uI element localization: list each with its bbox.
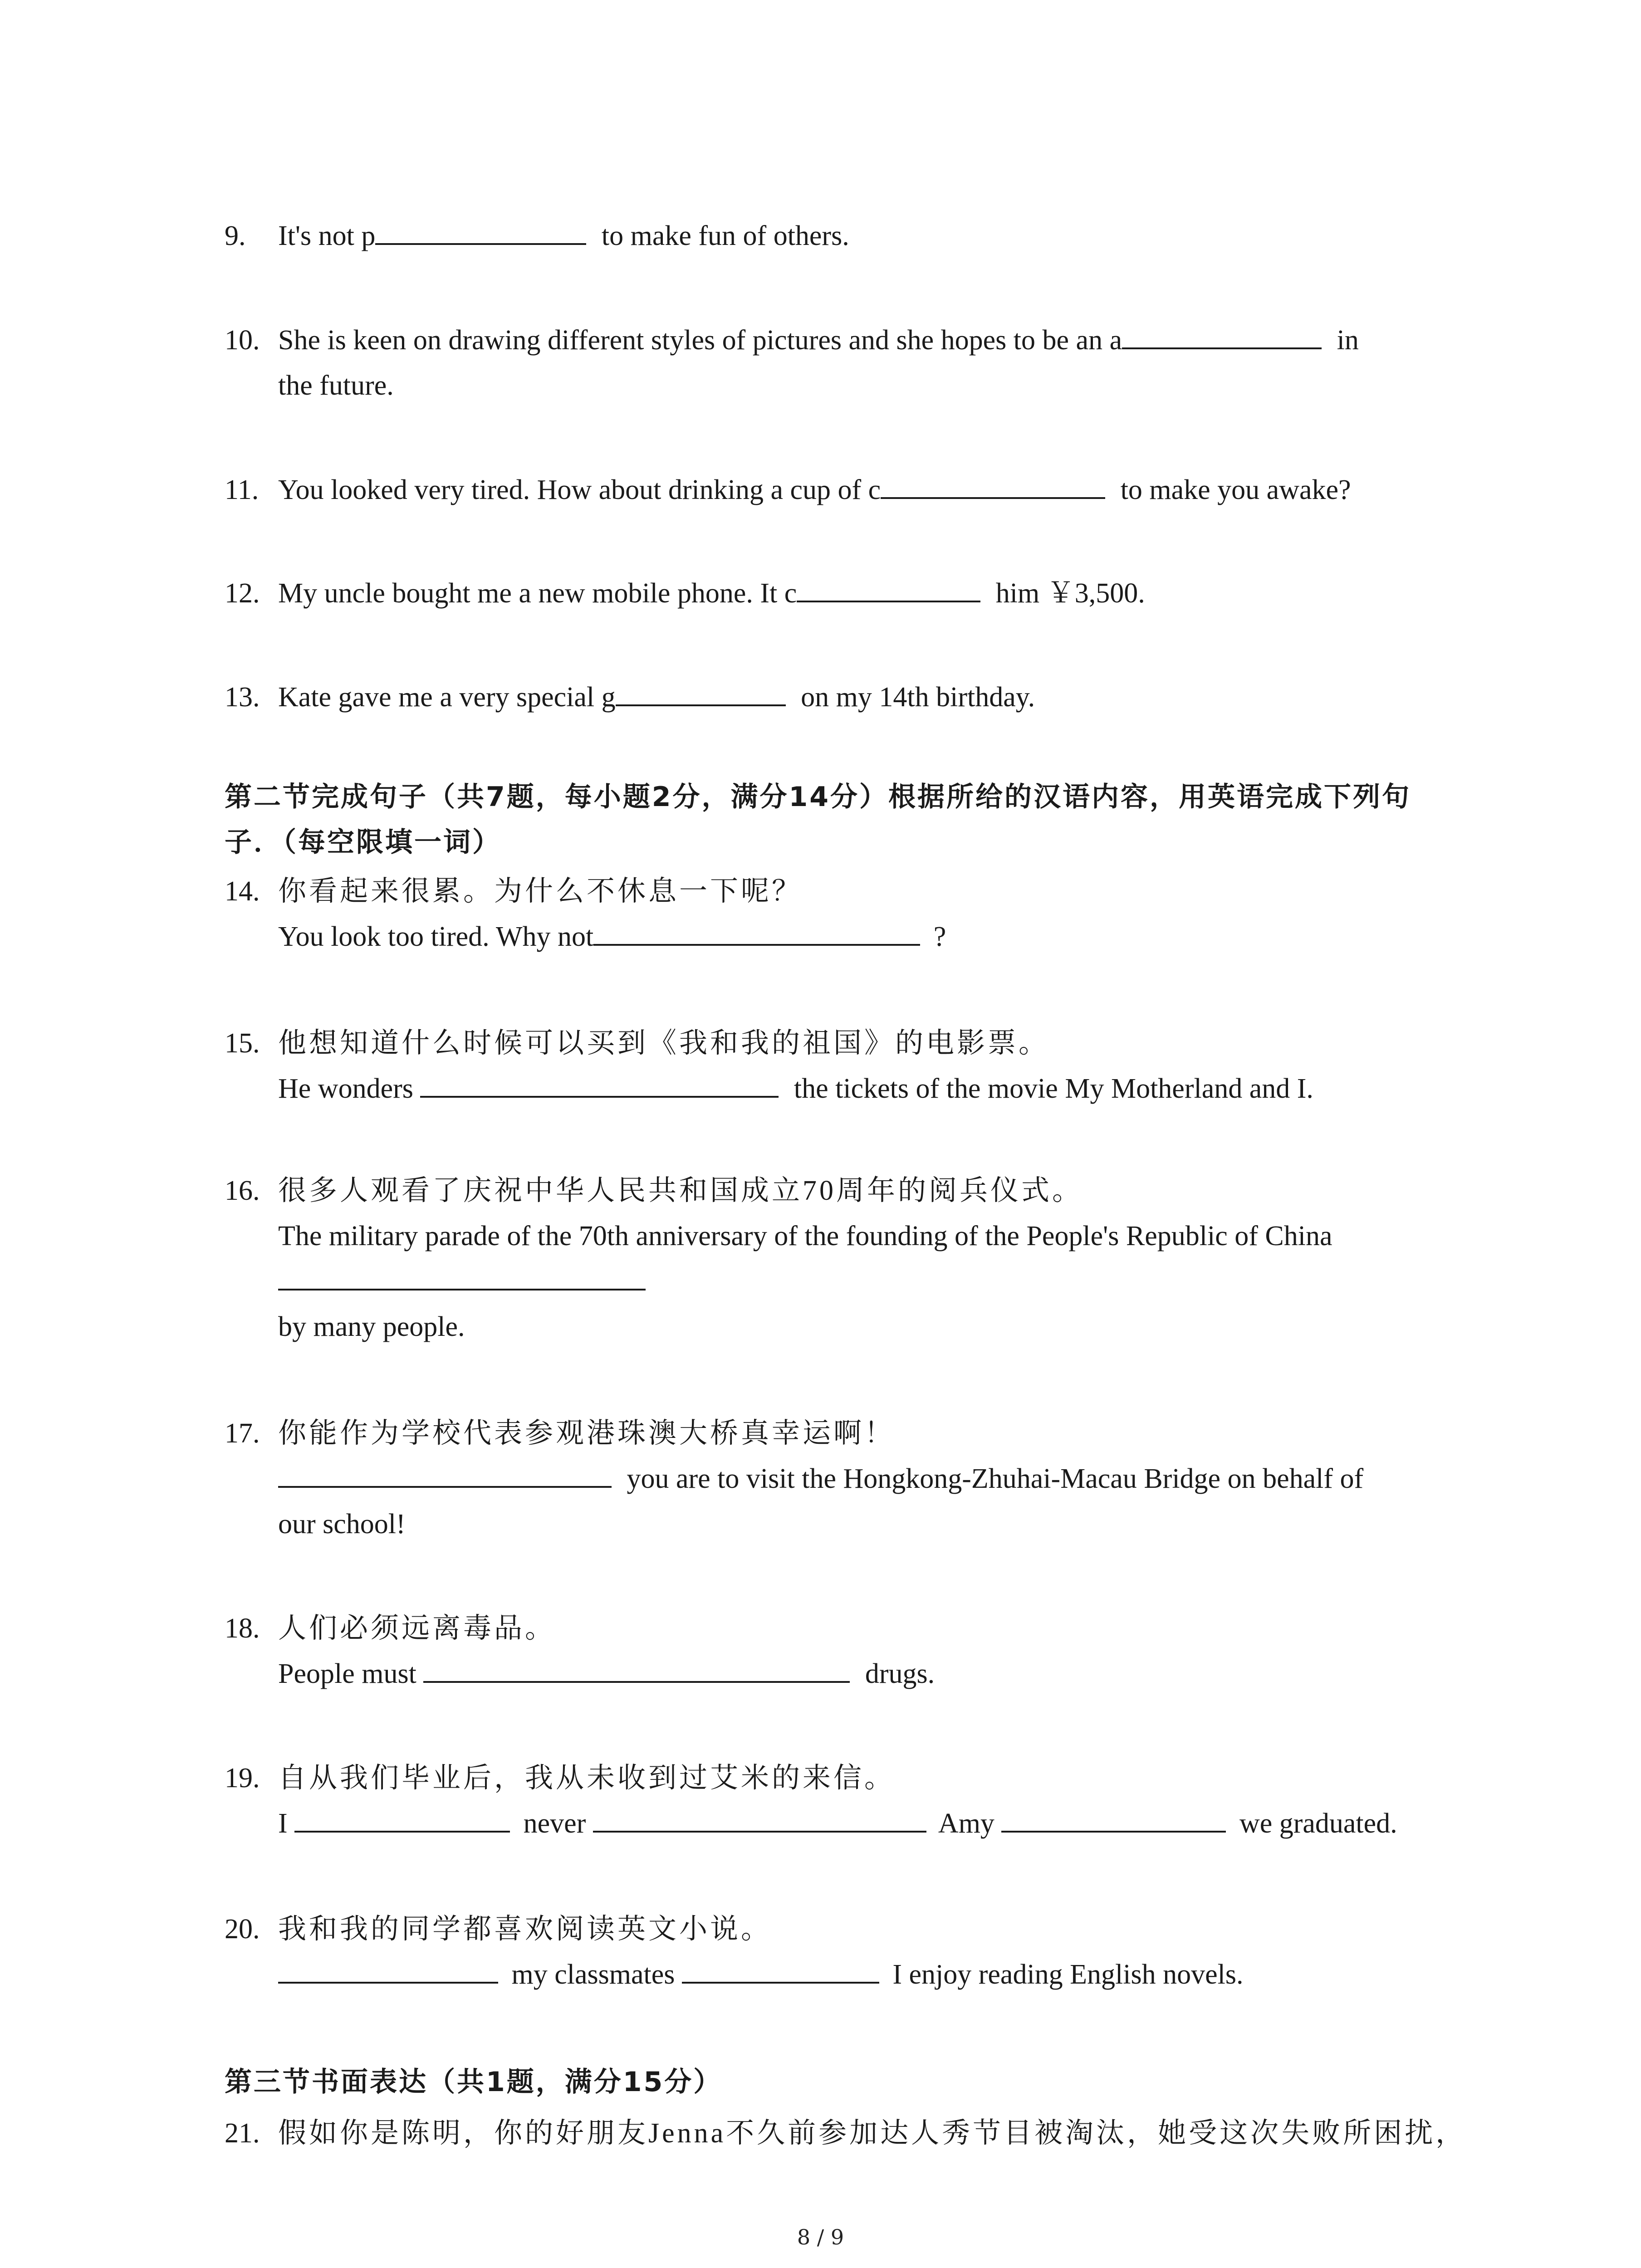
section-heading-line: 第三节书面表达（共1题，满分15分） xyxy=(225,2066,723,2098)
question-text: the tickets of the movie My Motherland and I. xyxy=(787,1073,1313,1104)
section-heading-line: 第二节完成句子（共7题，每小题2分，满分14分）根据所给的汉语内容，用英语完成下列句 xyxy=(225,781,1411,813)
answer-blank[interactable] xyxy=(375,214,586,245)
question-number: 14. xyxy=(225,876,260,907)
question-text: I enjoy reading English novels. xyxy=(885,1959,1244,1990)
answer-blank[interactable] xyxy=(423,1652,850,1683)
question-text: Kate gave me a very special g xyxy=(278,682,616,713)
answer-blank[interactable] xyxy=(278,1953,498,1984)
question-text: to make fun of others. xyxy=(594,220,849,251)
question-number: 11. xyxy=(225,474,259,505)
question-text: to make you awake? xyxy=(1113,474,1351,505)
question-21 xyxy=(225,2111,1467,2156)
page-number: 8 / 9 xyxy=(797,2225,844,2249)
section-2-heading xyxy=(225,774,1440,865)
answer-blank[interactable] xyxy=(278,1457,612,1488)
question-text: I xyxy=(278,1808,295,1839)
question-text: People must xyxy=(278,1658,424,1689)
question-text: my classmates xyxy=(505,1959,682,1990)
question-number: 12. xyxy=(225,578,260,609)
question-text: Amy xyxy=(932,1808,1002,1839)
question-text: drugs. xyxy=(858,1658,935,1689)
question-text: She is keen on drawing different styles of pictures and she hopes to be an a xyxy=(278,325,1122,356)
question-12 xyxy=(225,571,1440,616)
question-19 xyxy=(225,1755,1440,1846)
question-text: My uncle bought me a new mobile phone. It c xyxy=(278,578,797,609)
question-text: You looked very tired. How about drinking a cup of c xyxy=(278,474,881,505)
answer-blank[interactable] xyxy=(797,572,980,602)
chinese-prompt: 我和我的同学都喜欢阅读英文小说。 xyxy=(278,1914,772,1945)
answer-blank[interactable] xyxy=(1001,1802,1226,1833)
question-text: He wonders xyxy=(278,1073,421,1104)
question-number: 15. xyxy=(225,1028,260,1059)
question-20 xyxy=(225,1906,1440,1997)
question-text: our school! xyxy=(278,1509,406,1540)
question-number: 13. xyxy=(225,682,260,713)
question-number: 21. xyxy=(225,2118,260,2149)
section-heading-line: 子．（每空限填一词） xyxy=(225,826,501,858)
question-18 xyxy=(225,1606,1440,1696)
chinese-prompt: 你看起来很累。为什么不休息一下呢？ xyxy=(278,876,803,907)
question-text: on my 14th birthday. xyxy=(794,682,1035,713)
question-number: 10. xyxy=(225,325,260,356)
chinese-prompt: 自从我们毕业后，我从未收到过艾米的来信。 xyxy=(278,1763,896,1794)
question-text: we graduated. xyxy=(1232,1808,1397,1839)
chinese-prompt: 假如你是陈明，你的好朋友Jenna不久前参加达人秀节目被淘汰，她受这次失败所困扰， xyxy=(278,2118,1467,2149)
question-text: It's not p xyxy=(278,220,376,251)
question-text: by many people. xyxy=(278,1311,465,1342)
answer-blank[interactable] xyxy=(294,1802,510,1833)
question-text: him ￥3,500. xyxy=(989,578,1145,609)
answer-blank[interactable] xyxy=(682,1953,879,1984)
question-text: in xyxy=(1330,325,1359,356)
answer-blank[interactable] xyxy=(278,1260,646,1290)
answer-blank[interactable] xyxy=(593,915,920,946)
question-text: The military parade of the 70th anniversary of the founding of the People's Republic of China xyxy=(278,1221,1332,1251)
question-11 xyxy=(225,467,1440,513)
question-text: ? xyxy=(926,921,946,952)
question-number: 19. xyxy=(225,1763,260,1794)
answer-blank[interactable] xyxy=(881,468,1105,499)
question-text: the future. xyxy=(278,370,394,401)
answer-blank[interactable] xyxy=(616,675,786,706)
question-14 xyxy=(225,869,1440,959)
chinese-prompt: 你能作为学校代表参观港珠澳大桥真幸运啊！ xyxy=(278,1418,896,1449)
question-text: you are to visit the Hongkong-Zhuhai-Macau Bridge on behalf of xyxy=(620,1463,1364,1494)
question-10 xyxy=(225,318,1440,408)
section-3-heading xyxy=(225,2059,1440,2105)
chinese-prompt: 他想知道什么时候可以买到《我和我的祖国》的电影票。 xyxy=(278,1028,1050,1059)
question-number: 16. xyxy=(225,1175,260,1206)
question-number: 20. xyxy=(225,1914,260,1945)
question-16 xyxy=(225,1168,1440,1349)
question-text: You look too tired. Why not xyxy=(278,921,594,952)
question-9 xyxy=(225,213,1440,259)
question-number: 18. xyxy=(225,1613,260,1644)
chinese-prompt: 人们必须远离毒品。 xyxy=(278,1613,556,1644)
question-17 xyxy=(225,1411,1440,1547)
question-text: never xyxy=(516,1808,593,1839)
answer-blank[interactable] xyxy=(593,1802,926,1833)
answer-blank[interactable] xyxy=(420,1067,779,1098)
question-15 xyxy=(225,1021,1440,1111)
question-number: 17. xyxy=(225,1418,260,1449)
question-13 xyxy=(225,675,1440,720)
chinese-prompt: 很多人观看了庆祝中华人民共和国成立70周年的阅兵仪式。 xyxy=(278,1175,1083,1206)
question-number: 9. xyxy=(225,220,246,251)
answer-blank[interactable] xyxy=(1122,318,1322,349)
